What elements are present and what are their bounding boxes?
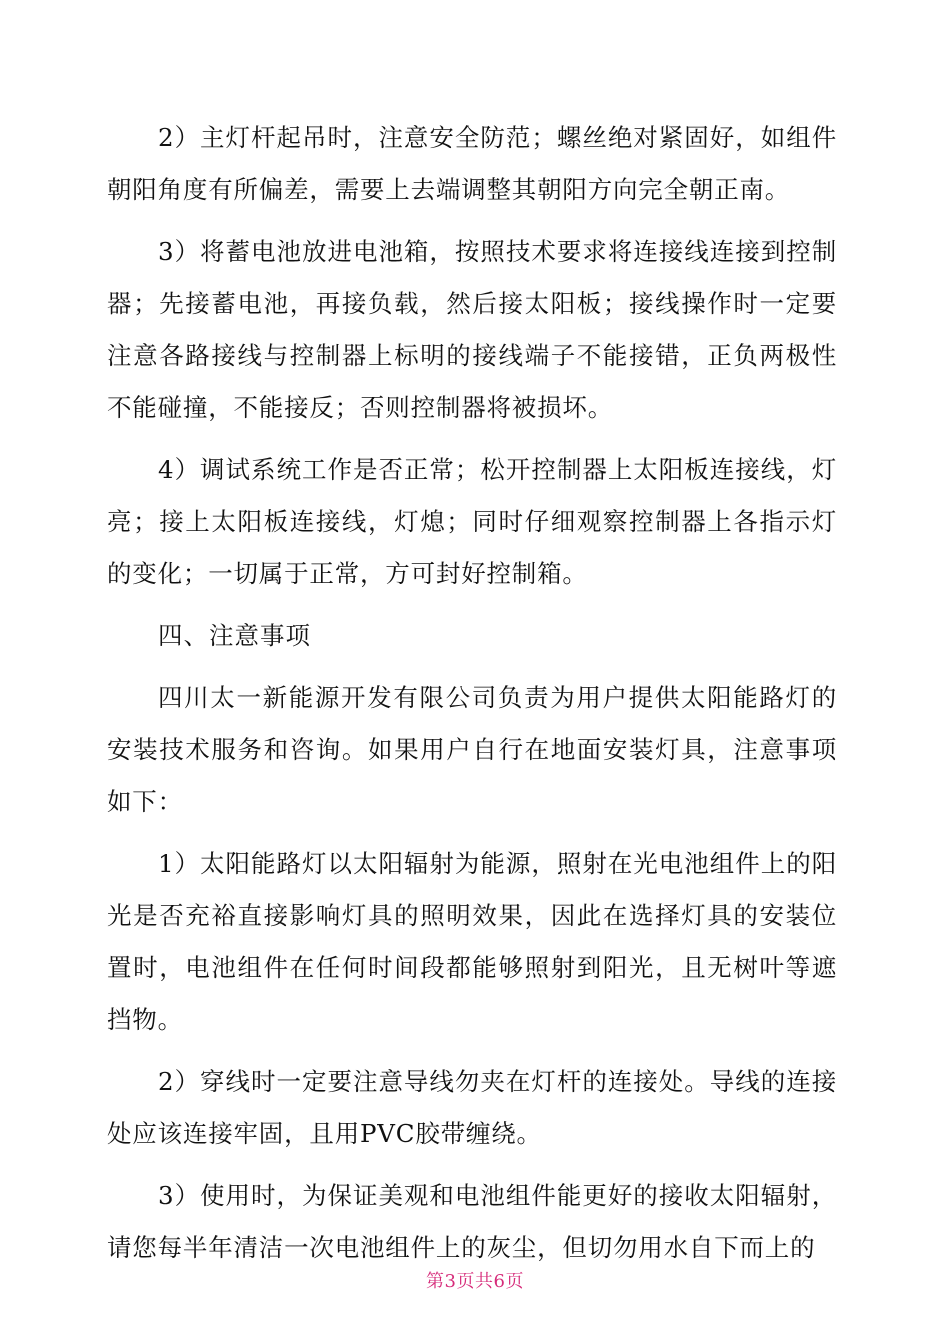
paragraph-step-4: 4）调试系统工作是否正常；松开控制器上太阳板连接线，灯亮；接上太阳板连接线，灯熄；同时仔细观察控制器上各指示灯的变化；一切属于正常，方可封好控制箱。 (107, 455, 837, 588)
paragraph-note-1: 1）太阳能路灯以太阳辐射为能源，照射在光电池组件上的阳光是否充裕直接影响灯具的照明效果，因此在选择灯具的安装位置时，电池组件在任何时间段都能够照射到阳光，且无树叶等遮挡物。 (107, 849, 837, 1034)
paragraph-notes-intro: 四川太一新能源开发有限公司负责为用户提供太阳能路灯的安装技术服务和咨询。如果用户自行在地面安装灯具，注意事项如下： (107, 683, 837, 816)
paragraph-step-3: 3）将蓄电池放进电池箱，按照技术要求将连接线连接到控制器；先接蓄电池，再接负载，然后接太阳板；接线操作时一定要注意各路接线与控制器上标明的接线端子不能接错，正负两极性不能碰撞，不能接反；否则控制器将被损坏。 (107, 237, 837, 422)
paragraph-step-2: 2）主灯杆起吊时，注意安全防范；螺丝绝对紧固好，如组件朝阳角度有所偏差，需要上去端调整其朝阳方向完全朝正南。 (107, 123, 837, 204)
document-body (107, 112, 837, 1284)
page-footer-number: 第3页共6页 (426, 1271, 524, 1292)
section-heading-notes: 四、注意事项 (158, 621, 311, 650)
paragraph-note-3: 3）使用时，为保证美观和电池组件能更好的接收太阳辐射，请您每半年清洁一次电池组件上的灰尘，但切勿用水自下而上的 (107, 1181, 837, 1262)
paragraph-note-2: 2）穿线时一定要注意导线勿夹在灯杆的连接处。导线的连接处应该连接牢固，且用PVC胶带缠绕。 (107, 1067, 837, 1148)
